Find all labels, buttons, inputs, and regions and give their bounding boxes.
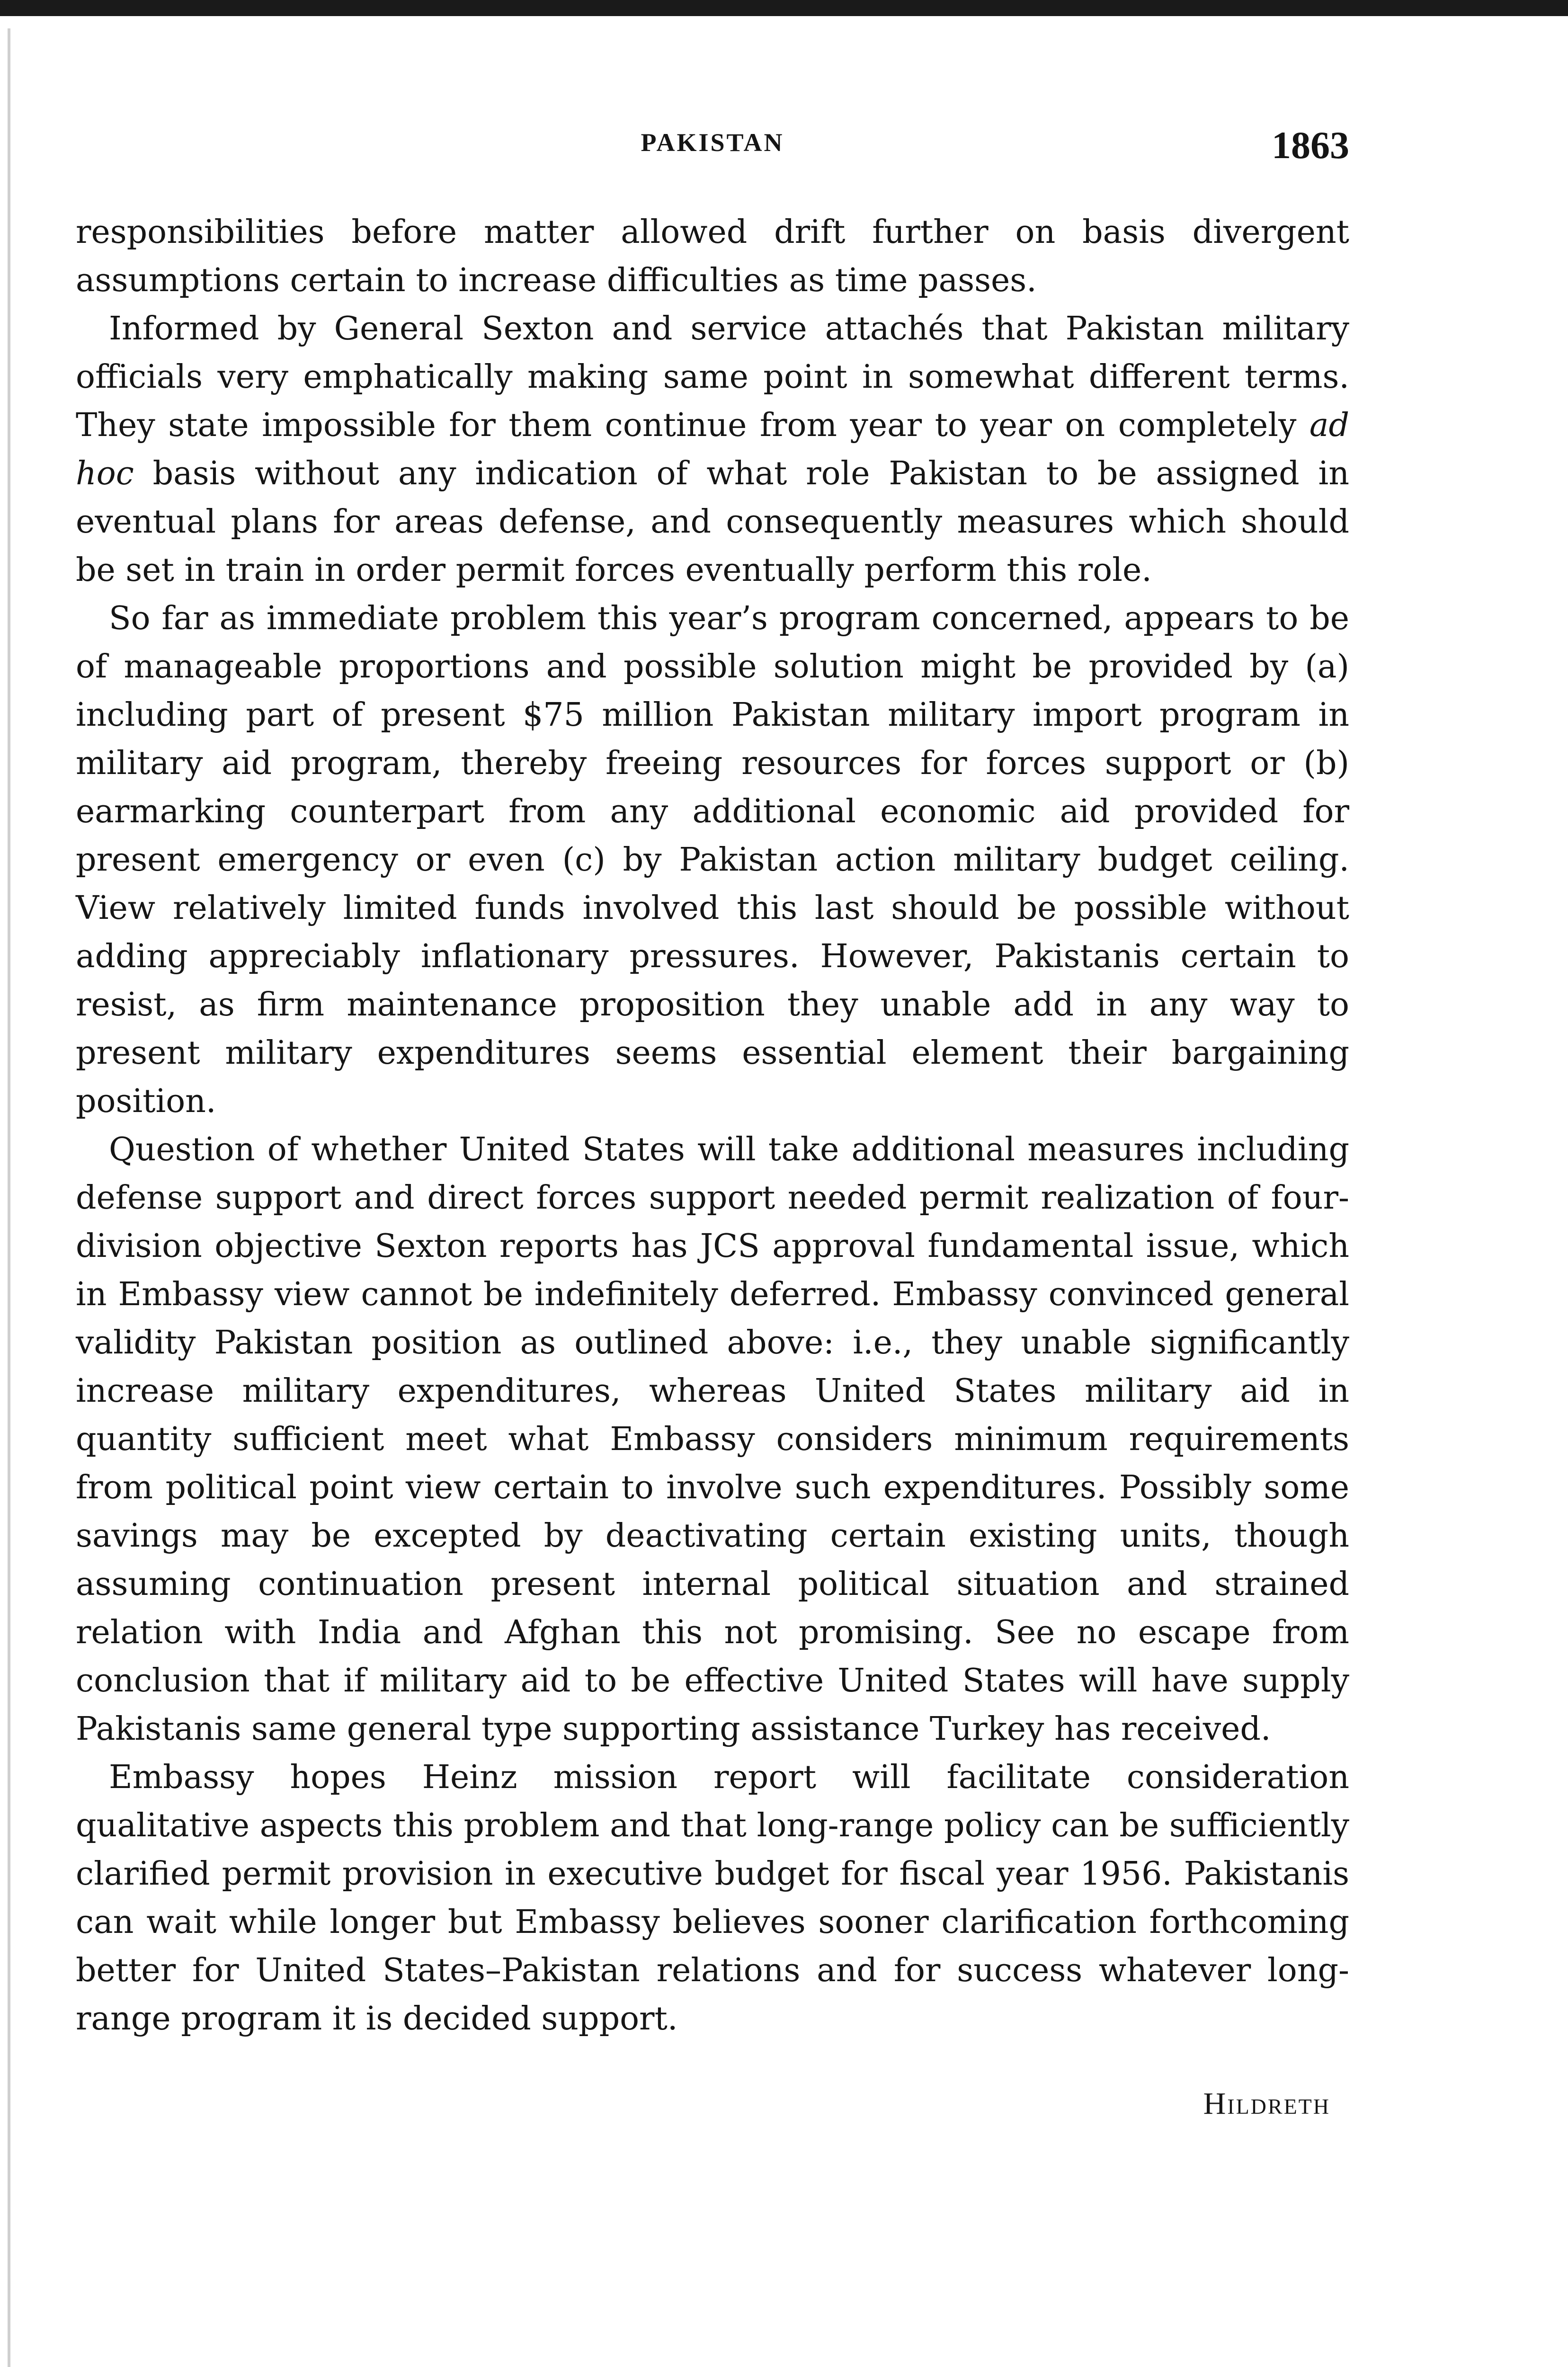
document-body <box>76 208 1349 2043</box>
italic-ad-hoc: ad hoc <box>76 407 1349 492</box>
paragraph-text-after-italic: basis without any indication of what role Pakistan to be assigned in eventual plans for areas defense, and consequently measures which should be set in train in order permit forces eventually perform this role. <box>76 455 1349 589</box>
paragraph-additional-measures: Question of whether United States will take additional measures including defense support and direct forces support needed permit realization of four-division objective Sexton reports has JCS approval fundamental issue, which in Embassy view cannot be indefinitely deferred. Embassy convinced general validity Pakistan position as outlined above: i.e., they unable significantly increase military expenditures, whereas United States military aid in quantity sufficient meet what Embassy considers minimum requirements from political point view certain to involve such expenditures. Possibly some savings may be excepted by deactivating certain existing units, though assuming continuation present internal political situation and strained relation with India and Afghan this not promising. See no escape from conclusion that if military aid to be effective United States will have supply Pakistanis same general type supporting assistance Turkey has received. <box>76 1131 1349 1748</box>
running-header <box>76 123 1349 189</box>
document-page <box>76 123 1349 2122</box>
paragraph-continuation: responsibilities before matter allowed drift further on basis divergent assumptions certain to increase difficulties as time passes. <box>76 214 1349 299</box>
signature: Hildreth <box>1203 2086 1330 2121</box>
page-edge-shadow <box>8 28 10 2367</box>
paragraph-military-officials <box>76 305 1349 595</box>
top-border-rule <box>0 0 1568 16</box>
running-title: PAKISTAN <box>641 128 784 157</box>
page-number: 1863 <box>1272 124 1349 167</box>
paragraph-heinz-mission: Embassy hopes Heinz mission report will facilitate consideration qualitative aspects this problem and that long-range policy can be sufficiently clarified permit provision in executive budget for fiscal year 1956. Pakistanis can wait while longer but Embassy believes sooner clarification forthcoming better for United States–Pakistan relations and for success whatever long-range program it is decided support. <box>76 1759 1349 2038</box>
paragraph-text-before-italic: Informed by General Sexton and service attachés that Pakistan military officials very emphatically making same point in somewhat different terms. They state impossible for them continue from year to year on completely <box>76 310 1349 444</box>
paragraph-immediate-problem: So far as immediate problem this year’s program concerned, appears to be of manageable proportions and possible solution might be provided by (a) including part of present $75 million Pakistan military import program in military aid program, thereby freeing resources for forces support or (b) earmarking counterpart from any additional economic aid provided for present emergency or even (c) by Pakistan action military budget ceiling. View relatively limited funds involved this last should be possible without adding appreciably inflationary pressures. However, Pakistanis certain to resist, as firm maintenance proposition they unable add in any way to present military expenditures seems essential element their bargaining position. <box>76 600 1349 1120</box>
